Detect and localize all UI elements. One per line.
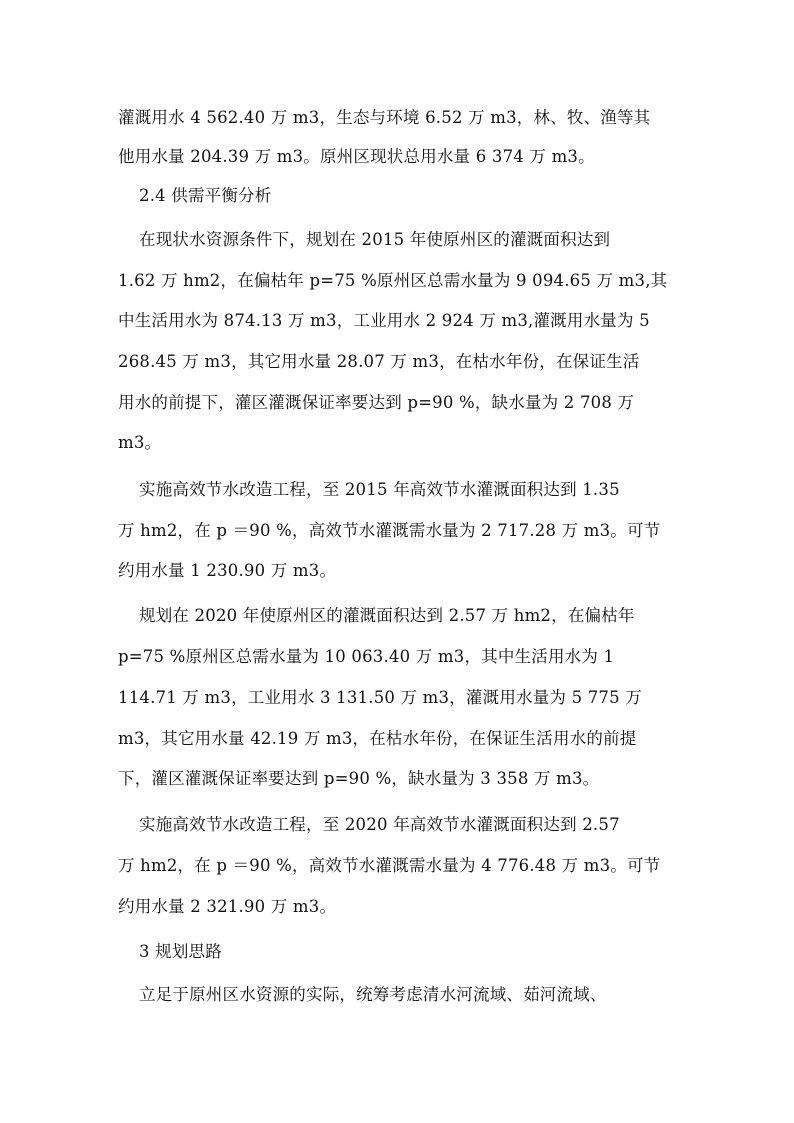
text-line: 下，灌区灌溉保证率要达到 p=90 %，缺水量为 3 358 万 m3。 (118, 769, 600, 788)
text-line: 中生活用水为 874.13 万 m3，工业用水 2 924 万 m3,灌溉用水量为 5 (118, 311, 650, 330)
section-heading: 3 规划思路 (139, 942, 222, 961)
text-line: 他用水量 204.39 万 m3。原州区现状总用水量 6 374 万 m3。 (118, 147, 595, 166)
text-line: 灌溉用水 4 562.40 万 m3，生态与环境 6.52 万 m3，林、牧、渔等其 (118, 108, 651, 127)
text-line: 万 hm2，在 p ＝90 %，高效节水灌溉需水量为 2 717.28 万 m3。可节 (118, 521, 661, 540)
text-line: 114.71 万 m3，工业用水 3 131.50 万 m3，灌溉用水量为 5 775 万 (118, 688, 642, 707)
text-line: p=75 %原州区总需水量为 10 063.40 万 m3，其中生活用水为 1 (118, 647, 615, 666)
text-line: m3，其它用水量 42.19 万 m3，在枯水年份，在保证生活用水的前提 (118, 729, 637, 748)
paragraph-first-line: 实施高效节水改造工程，至 2015 年高效节水灌溉面积达到 1.35 (139, 480, 620, 499)
text-line: 用水的前提下，灌区灌溉保证率要达到 p=90 %，缺水量为 2 708 万 (118, 393, 635, 412)
text-line: 约用水量 2 321.90 万 m3。 (118, 897, 337, 916)
text-line: 万 hm2，在 p ＝90 %，高效节水灌溉需水量为 4 776.48 万 m3。可节 (118, 856, 661, 875)
text-line: 1.62 万 hm2，在偏枯年 p=75 %原州区总需水量为 9 094.65 万 m3,其 (118, 271, 668, 290)
text-line: 约用水量 1 230.90 万 m3。 (118, 561, 337, 580)
text-line: 268.45 万 m3，其它用水量 28.07 万 m3，在枯水年份，在保证生活 (118, 352, 640, 371)
paragraph-first-line: 规划在 2020 年使原州区的灌溉面积达到 2.57 万 hm2，在偏枯年 (139, 606, 635, 625)
section-heading: 2.4 供需平衡分析 (139, 186, 272, 205)
paragraph-first-line: 立足于原州区水资源的实际，统筹考虑清水河流域、茹河流域、 (139, 985, 607, 1004)
paragraph-first-line: 实施高效节水改造工程，至 2020 年高效节水灌溉面积达到 2.57 (139, 815, 620, 834)
text-line: m3。 (118, 433, 162, 452)
paragraph-first-line: 在现状水资源条件下，规划在 2015 年使原州区的灌溉面积达到 (139, 230, 611, 249)
